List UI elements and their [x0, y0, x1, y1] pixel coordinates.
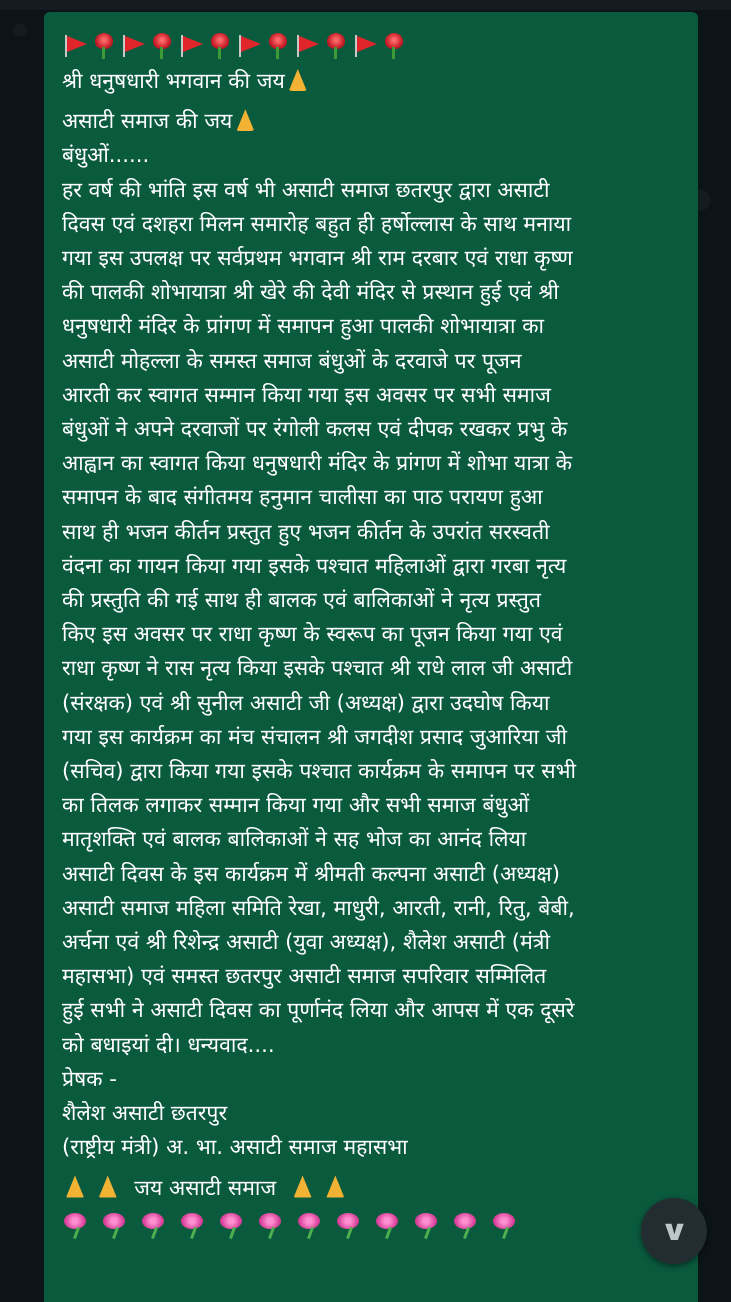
message-line: [62, 412, 682, 446]
flower-icon: [452, 1211, 480, 1239]
message-line: [62, 1062, 682, 1096]
message-line: [62, 207, 682, 241]
message-line: [62, 959, 682, 993]
message-line-text: साथ ही भजन कीर्तन प्रस्तुत हुए भजन कीर्तन के उपरांत सरस्वती: [62, 518, 550, 544]
flag-icon: [294, 32, 320, 58]
message-line: [62, 275, 682, 309]
message-line: [62, 686, 682, 720]
flower-icon: [62, 1211, 90, 1239]
message-line: [62, 241, 682, 275]
message-line-text: (सचिव) द्वारा किया गया इसके पश्चात कार्यक्रम के समापन पर सभी: [62, 758, 576, 784]
rose-icon: [380, 31, 408, 59]
message-line-text: गया इस कार्यक्रम का मंच संचालन श्री जगदीश प्रसाद जुआरिया जी: [62, 723, 567, 749]
flower-icon: [413, 1211, 441, 1239]
message-line-text: शैलेश असाटी छतरपुर: [62, 1100, 228, 1126]
message-line-text: समापन के बाद संगीतमय हनुमान चालीसा का पाठ परायण हुआ: [62, 484, 543, 510]
message-line: [62, 64, 682, 98]
flower-icon: [257, 1211, 285, 1239]
message-line-text: को बधाइयां दी। धन्यवाद....: [62, 1031, 275, 1057]
message-line-text: असाटी समाज महिला समिति रेखा, माधुरी, आरती, रानी, रितु, बेबी,: [62, 894, 575, 920]
pray-icon: [62, 1174, 88, 1198]
message-line-text: महासभा) एवं समस्त छतरपुर असाटी समाज सपरिवार सम्मिलित: [62, 963, 547, 989]
message-line: [62, 104, 682, 138]
message-line: [62, 1096, 682, 1130]
message-line: [62, 822, 682, 856]
message-line-text: का तिलक लगाकर सम्मान किया गया और सभी समाज बंधुओं: [62, 792, 530, 818]
message-line: [62, 925, 682, 959]
message-line-text: किए इस अवसर पर राधा कृष्ण के स्वरूप का पूजन किया गया एवं: [62, 621, 563, 647]
flower-icon: [374, 1211, 402, 1239]
message-line-text: दिवस एवं दशहरा मिलन समारोह बहुत ही हर्षोल्लास के साथ मनाया: [62, 210, 572, 236]
message-line: [62, 309, 682, 343]
flower-icon: [335, 1211, 363, 1239]
message-line-text: प्रेषक -: [62, 1065, 117, 1091]
closing-text: जय असाटी समाज: [134, 1174, 277, 1200]
rose-icon: [264, 31, 292, 59]
message-line: [62, 515, 682, 549]
message-line-text: आह्वान का स्वागत किया धनुषधारी मंदिर के प्रांगण में शोभा यात्रा के: [62, 450, 573, 476]
flag-icon: [120, 32, 146, 58]
pray-icon: [285, 67, 311, 91]
message-line-text: मातृशक्ति एवं बालक बालिकाओं ने सह भोज का आनंद लिया: [62, 826, 527, 852]
pray-icon: [95, 1174, 121, 1198]
message-line: [62, 173, 682, 207]
scroll-to-bottom-button[interactable]: [641, 1198, 707, 1264]
message-line-text: धनुषधारी मंदिर के प्रांगण में समापन हुआ पालकी शोभायात्रा का: [62, 313, 544, 339]
message-line: [62, 1130, 682, 1164]
pray-icon: [232, 107, 258, 131]
message-line-text: असाटी मोहल्ला के समस्त समाज बंधुओं के दरवाजे पर पूजन: [62, 347, 522, 373]
flag-icon: [62, 32, 88, 58]
message-line-text: अर्चना एवं श्री रिशेन्द्र असाटी (युवा अध्यक्ष), शैलेश असाटी (मंत्री: [62, 929, 550, 955]
message-line-text: राधा कृष्ण ने रास नृत्य किया इसके पश्चात श्री राधे लाल जी असाटी: [62, 655, 573, 681]
message-line-text: की प्रस्तुति की गई साथ ही बालक एवं बालिकाओं ने नृत्य प्रस्तुत: [62, 587, 541, 613]
message-line: [62, 446, 682, 480]
message-line: [62, 480, 682, 514]
chevron-double-down-icon: ∨: [659, 1214, 689, 1247]
message-line: [62, 993, 682, 1027]
flower-icon: [296, 1211, 324, 1239]
message-line: [62, 583, 682, 617]
message-line: [62, 138, 682, 172]
message-line: [62, 549, 682, 583]
message-line-text: असाटी समाज की जय: [62, 108, 233, 134]
message-line-text: गया इस उपलक्ष पर सर्वप्रथम भगवान श्री राम दरबार एवं राधा कृष्ण: [62, 245, 573, 271]
rose-icon: [148, 31, 176, 59]
message-line: [62, 720, 682, 754]
message-line-text: हुई सभी ने असाटी दिवस का पूर्णानंद लिया और आपस में एक दूसरे: [62, 997, 575, 1023]
flower-icon: [491, 1211, 519, 1239]
flower-icon: [101, 1211, 129, 1239]
message-line-text: (राष्ट्रीय मंत्री) अ. भा. असाटी समाज महासभा: [62, 1134, 408, 1160]
flag-icon: [236, 32, 262, 58]
flower-icon: [179, 1211, 207, 1239]
message-line: [62, 891, 682, 925]
message-line-text: की पालकी शोभायात्रा श्री खेरे की देवी मंदिर से प्रस्थान हुई एवं श्री: [62, 279, 559, 305]
message-line: [62, 617, 682, 651]
message-line-text: श्री धनुषधारी भगवान की जय: [62, 68, 285, 93]
message-line-text: (संरक्षक) एवं श्री सुनील असाटी जी (अध्यक्ष) द्वारा उदघोष किया: [62, 689, 550, 715]
message-line: [62, 344, 682, 378]
pray-icon: [290, 1174, 316, 1198]
message-line-text: बंधुओं......: [62, 142, 150, 168]
message-line-text: आरती कर स्वागत सम्मान किया गया इस अवसर पर सभी समाज: [62, 381, 551, 407]
flag-icon: [352, 32, 378, 58]
message-line: [62, 378, 682, 412]
rose-icon: [322, 31, 350, 59]
status-strip: [0, 0, 731, 10]
message-line: [62, 1028, 682, 1062]
message-text: [62, 64, 682, 1165]
message-bubble[interactable]: [44, 12, 698, 1302]
message-line: [62, 754, 682, 788]
message-line-text: असाटी दिवस के इस कार्यक्रम में श्रीमती कल्पना असाटी (अध्यक्ष): [62, 860, 560, 886]
rose-icon: [206, 31, 234, 59]
rose-icon: [90, 31, 118, 59]
message-line-text: हर वर्ष की भांति इस वर्ष भी असाटी समाज छतरपुर द्वारा असाटी: [62, 176, 550, 202]
pray-icon: [322, 1174, 348, 1198]
message-line: [62, 788, 682, 822]
flower-icon: [140, 1211, 168, 1239]
closing-line: [62, 1171, 682, 1205]
header-emoji-row: [62, 26, 682, 64]
message-line: [62, 857, 682, 891]
footer-flower-row: [62, 1211, 682, 1239]
message-line: [62, 651, 682, 685]
message-line-text: वंदना का गायन किया गया इसके पश्चात महिलाओं द्वारा गरबा नृत्य: [62, 552, 567, 578]
flag-icon: [178, 32, 204, 58]
flower-icon: [218, 1211, 246, 1239]
message-line-text: बंधुओं ने अपने दरवाजों पर रंगोली कलस एवं दीपक रखकर प्रभु के: [62, 416, 568, 442]
